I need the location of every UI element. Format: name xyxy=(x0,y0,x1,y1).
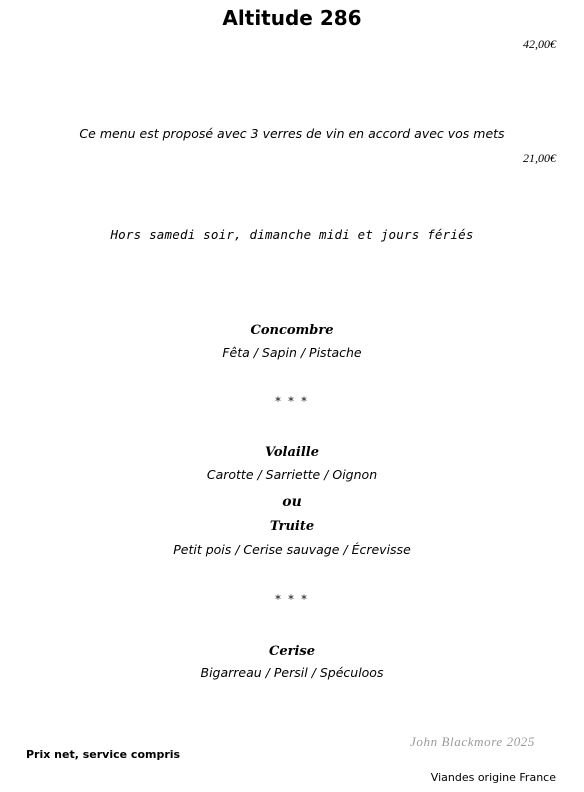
wine-pairing-text: Ce menu est proposé avec 3 verres de vin en accord avec vos mets xyxy=(79,126,505,141)
course-name-concombre: Concombre xyxy=(250,323,334,338)
course-separator: * * * xyxy=(275,593,309,606)
wine-pairing-price: 21,00€ xyxy=(523,151,556,165)
price-note: Prix net, service compris xyxy=(26,748,181,761)
chef-signature: John Blackmore 2025 xyxy=(410,734,535,749)
course-desc-truite: Petit pois / Cerise sauvage / Écrevisse xyxy=(173,542,411,557)
course-name-truite: Truite xyxy=(269,519,315,534)
course-desc-cerise: Bigarreau / Persil / Spéculoos xyxy=(200,665,384,680)
availability-note: Hors samedi soir, dimanche midi et jours fériés xyxy=(110,227,474,242)
choice-or: ou xyxy=(282,494,302,510)
course-name-cerise: Cerise xyxy=(269,644,315,659)
menu-title: Altitude 286 xyxy=(222,6,362,30)
course-desc-concombre: Fêta / Sapin / Pistache xyxy=(222,345,362,360)
course-desc-volaille: Carotte / Sarriette / Oignon xyxy=(206,467,378,482)
menu-price: 42,00€ xyxy=(523,37,556,51)
meat-origin-note: Viandes origine France xyxy=(430,771,556,784)
course-separator: * * * xyxy=(275,395,309,408)
course-name-volaille: Volaille xyxy=(264,445,319,460)
